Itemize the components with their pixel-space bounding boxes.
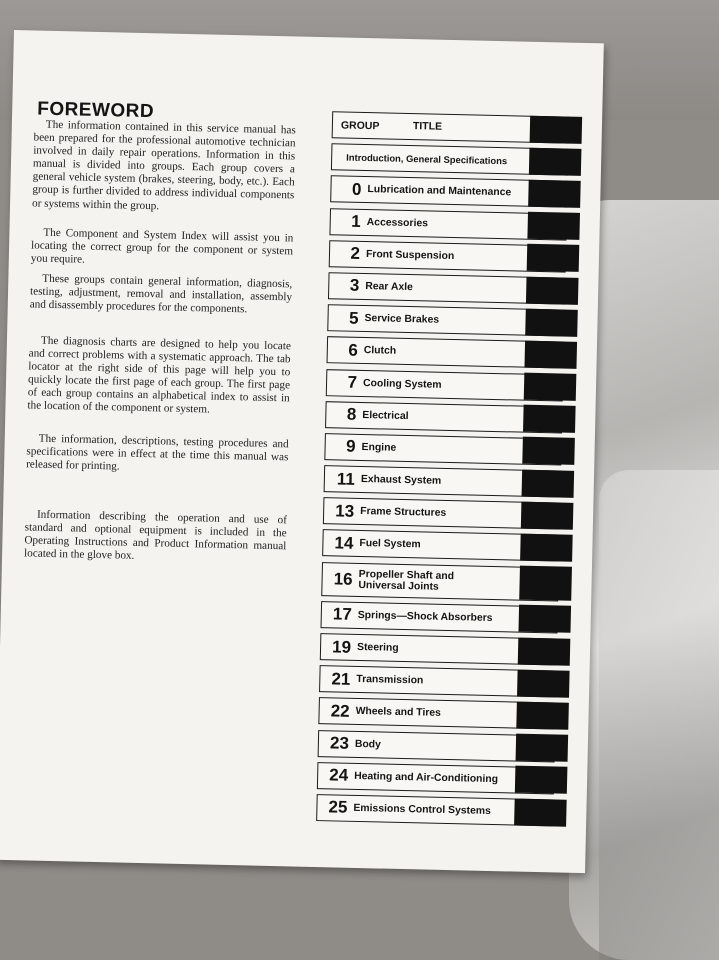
group-number: 19: [331, 636, 352, 657]
group-title: Frame Structures: [360, 506, 447, 520]
tab-marker: [519, 566, 572, 601]
group-number: 17: [332, 604, 353, 625]
index-row-group-16[interactable]: [321, 562, 559, 601]
foreword-heading: FOREWORD: [36, 98, 155, 123]
group-number: 8: [346, 404, 357, 425]
index-row-group-25[interactable]: [316, 794, 554, 826]
group-title: Exhaust System: [360, 474, 442, 487]
index-header-row: [332, 111, 570, 143]
index-row-intro[interactable]: [331, 143, 569, 175]
index-row-group-7[interactable]: [326, 369, 564, 401]
tab-marker: [515, 766, 568, 794]
index-row-group-13[interactable]: [323, 497, 561, 529]
group-tab-index: [316, 111, 569, 831]
group-title: Clutch: [363, 345, 397, 358]
group-title: Rear Axle: [365, 280, 413, 294]
manual-page: [0, 30, 604, 873]
group-number: 9: [345, 437, 356, 457]
group-number: 21: [331, 669, 351, 689]
group-number: 11: [336, 469, 356, 489]
group-title: Transmission: [356, 674, 424, 687]
tab-marker: [521, 501, 574, 529]
tab-marker: [518, 605, 571, 633]
group-title: Accessories: [366, 216, 429, 230]
group-title: Wheels and Tires: [355, 706, 442, 720]
index-row-group-23[interactable]: [318, 730, 556, 762]
tab-marker: [526, 276, 579, 304]
index-row-group-17[interactable]: [321, 601, 559, 633]
index-row-group-9[interactable]: [324, 433, 562, 465]
group-title: Propeller Shaft and Universal Joints: [358, 568, 455, 593]
tab-marker: [524, 341, 577, 369]
tab-marker: [523, 405, 576, 433]
tab-marker: [529, 148, 582, 176]
index-row-group-19[interactable]: [320, 633, 558, 665]
group-title: Engine: [361, 441, 397, 454]
group-number: 23: [329, 733, 350, 753]
tab-marker: [524, 373, 577, 401]
group-title: Cooling System: [362, 377, 442, 391]
tab-marker: [528, 180, 581, 208]
foreword-paragraph-1: The information contained in this service manual has been prepared for the professional automotive technician involved in daily repair operations. Information in this manual is divided into groups. Each group covers a general vehicle system (brakes, steering, body, etc.). Each group is further divided to address individual components or systems within the group.: [31, 118, 296, 212]
tab-marker: [514, 798, 567, 826]
group-title: Springs—Shock Absorbers: [357, 609, 493, 624]
index-row-group-22[interactable]: [318, 697, 556, 729]
tab-marker: [516, 734, 569, 762]
index-row-group-14[interactable]: [322, 530, 560, 562]
tab-marker: [525, 308, 578, 336]
group-column-header: GROUP: [340, 118, 380, 132]
index-row-group-1[interactable]: [329, 208, 567, 240]
index-row-group-24[interactable]: [317, 762, 555, 794]
group-title: Service Brakes: [364, 313, 440, 326]
tab-marker: [516, 702, 569, 730]
foreword-paragraph-4: The diagnosis charts are designed to help you locate and correct problems with a systematic approach. The tab locator at the right side of this page will help you to quickly locate the first page of each group. The first page of each group contains an alphabetical index to assist in the location of the component or system.: [27, 334, 292, 417]
foreword-paragraph-2: The Component and System Index will assist you in locating the correct group for the component or system you require.: [30, 226, 294, 266]
index-row-group-8[interactable]: [325, 401, 563, 433]
title-column-header: TITLE: [412, 120, 443, 133]
plastic-bag-fold: [599, 470, 719, 960]
group-title: Fuel System: [359, 538, 421, 551]
index-row-group-6[interactable]: [327, 336, 565, 368]
foreword-paragraph-3: These groups contain general information, diagnosis, testing, adjustment, removal and installation, assembly and disassembly procedures for the components.: [29, 272, 293, 316]
group-number: 3: [349, 276, 360, 296]
index-row-group-2[interactable]: [329, 240, 567, 272]
group-number: 6: [348, 340, 359, 360]
group-number: 14: [334, 533, 354, 553]
group-number: 16: [333, 569, 353, 589]
tab-marker: [530, 115, 583, 143]
foreword-paragraph-5: The information, descriptions, testing procedures and specifications were in effect at the time this manual was released for printing.: [26, 432, 289, 473]
index-row-group-21[interactable]: [319, 665, 557, 697]
group-number: 5: [348, 308, 359, 328]
group-title: Emissions Control Systems: [353, 802, 491, 817]
group-number: 2: [350, 243, 361, 264]
group-number: 7: [347, 372, 358, 392]
group-title: Heating and Air-Conditioning: [354, 770, 499, 785]
group-title: Electrical: [362, 409, 409, 422]
group-title: Front Suspension: [365, 248, 455, 262]
group-title: Body: [354, 738, 381, 751]
index-row-group-11[interactable]: [324, 465, 562, 497]
index-row-group-5[interactable]: [327, 304, 565, 336]
group-title: Lubrication and Maintenance: [367, 184, 512, 199]
tab-marker: [527, 212, 580, 240]
tab-marker: [518, 637, 571, 665]
group-number: 25: [328, 797, 348, 818]
group-title: Introduction, General Specifications: [346, 151, 508, 167]
tab-marker: [527, 244, 580, 272]
index-row-group-0[interactable]: [330, 176, 568, 208]
foreword-paragraph-6: Information describing the operation and use of standard and optional equipment is included in the Operating Instructions and Product Information manual located in the glove box.: [23, 508, 288, 563]
group-number: 22: [330, 701, 350, 721]
tab-marker: [520, 534, 573, 562]
group-title: Steering: [356, 641, 399, 654]
group-number: 0: [351, 179, 362, 199]
tab-marker: [522, 437, 575, 465]
group-number: 1: [351, 211, 361, 231]
index-row-group-3[interactable]: [328, 272, 566, 304]
tab-marker: [517, 669, 570, 697]
group-number: 13: [335, 501, 355, 521]
group-number: 24: [329, 765, 349, 786]
tab-marker: [522, 469, 575, 497]
